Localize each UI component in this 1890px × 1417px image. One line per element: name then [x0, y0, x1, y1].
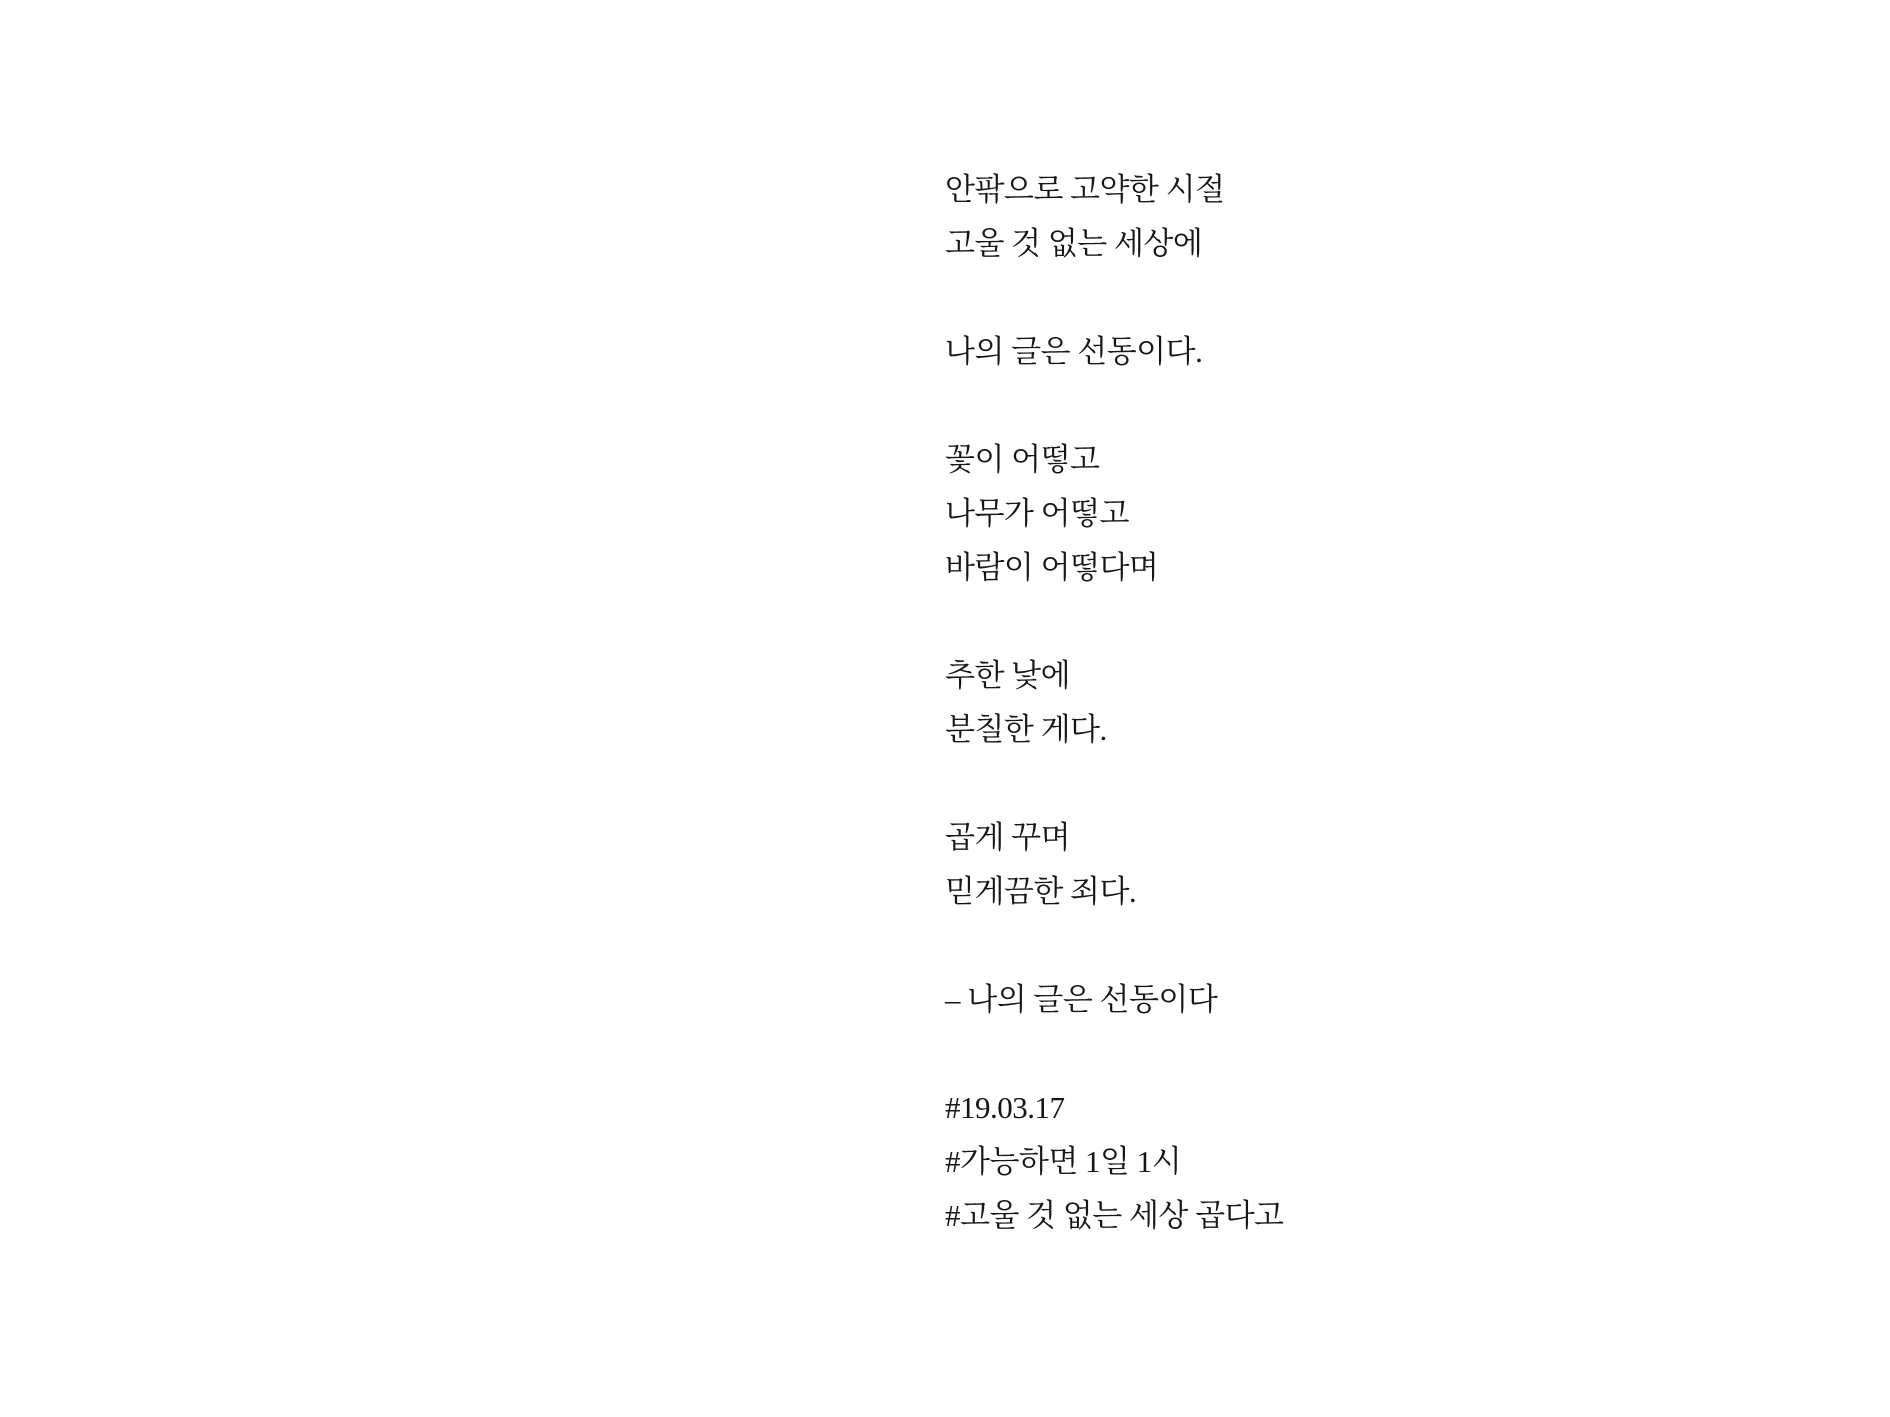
poem-line: 나의 글은 선동이다. — [945, 334, 1203, 369]
poem-stanza-2 — [945, 325, 1283, 379]
poem-line: 안팎으로 고약한 시절 — [945, 172, 1225, 207]
poem-line: 나무가 어떻고 — [945, 496, 1129, 531]
poem-line: 고울 것 없는 세상에 — [945, 226, 1203, 261]
poem-line: 바람이 어떻다며 — [945, 550, 1159, 585]
poem-line: 분칠한 게다. — [945, 712, 1107, 747]
poem-line: 곱게 꾸며 — [945, 820, 1071, 855]
poem-stanza-5 — [945, 811, 1283, 919]
hashtag-block — [945, 1081, 1283, 1243]
hashtag-line: #고울 것 없는 세상 곱다고 — [945, 1198, 1284, 1233]
hashtag-line: #19.03.17 — [945, 1090, 1065, 1125]
poem-attribution: – 나의 글은 선동이다 — [945, 982, 1218, 1017]
poem-line: 꽃이 어떻고 — [945, 442, 1100, 477]
hashtag-line: #가능하면 1일 1시 — [945, 1144, 1182, 1179]
poem-line: 믿게끔한 죄다. — [945, 874, 1137, 909]
poem-stanza-4 — [945, 649, 1283, 757]
poem-stanza-3 — [945, 433, 1283, 595]
poem-stanza-1 — [945, 163, 1283, 271]
poem-attribution-block — [945, 973, 1283, 1027]
poem-line: 추한 낯에 — [945, 658, 1071, 693]
poem-text-block — [945, 163, 1283, 1243]
